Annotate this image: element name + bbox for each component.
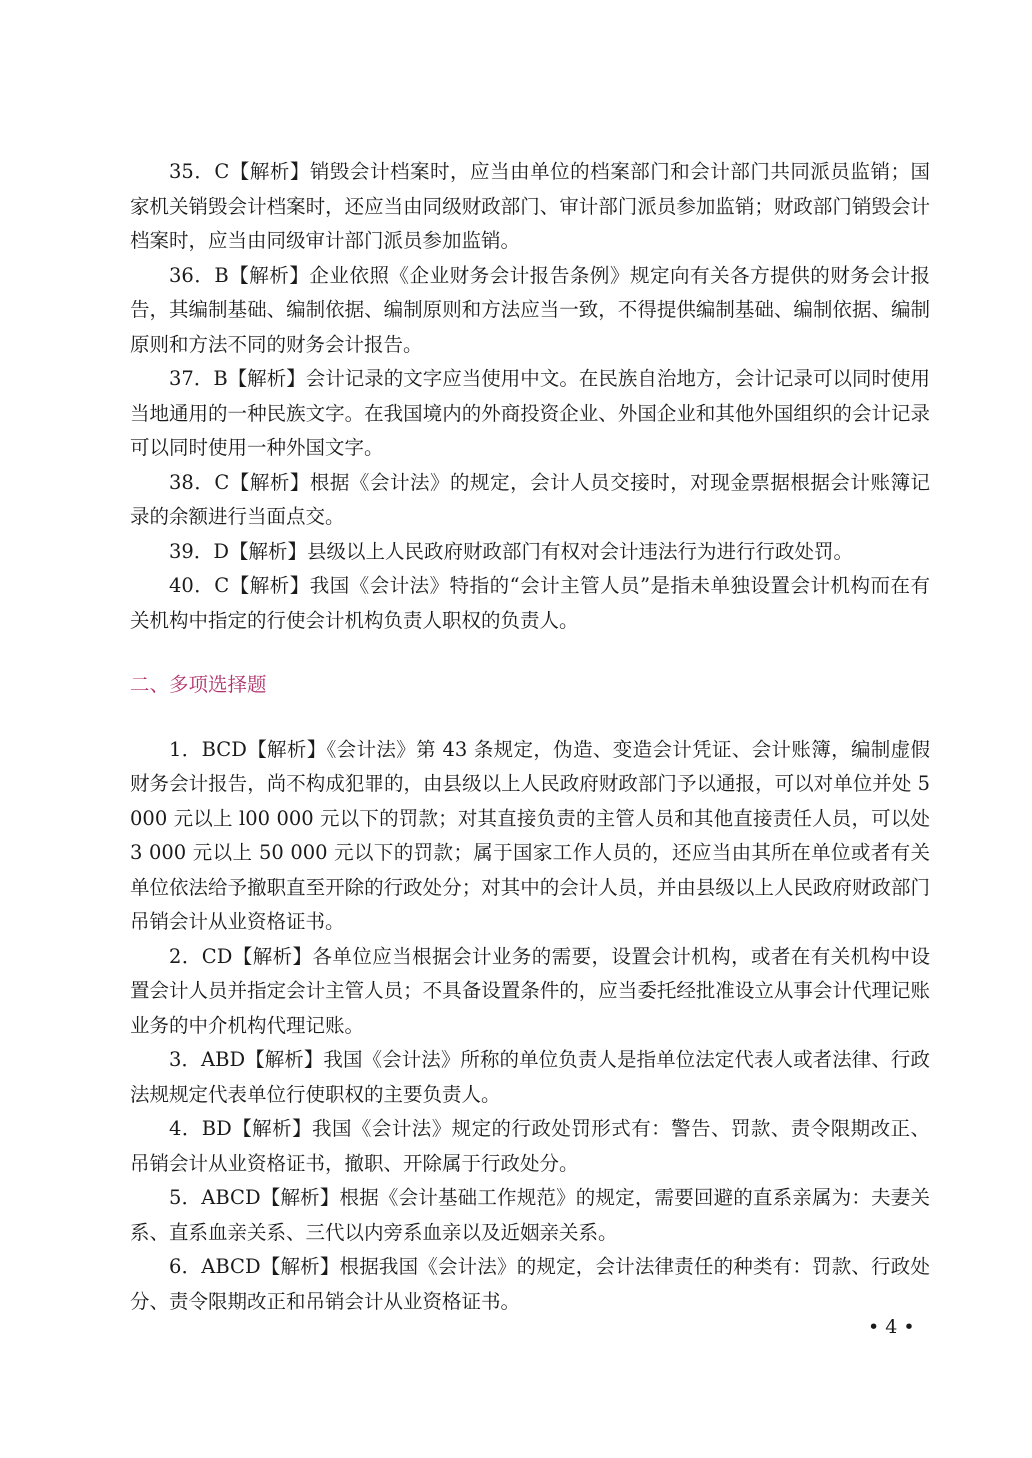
answer-mc-5: 5．ABCD【解析】根据《会计基础工作规范》的规定，需要回避的直系亲属为：夫妻关系、直系血亲关系、三代以内旁系血亲以及近姻亲关系。: [130, 1186, 930, 1244]
answer-mc-3: 3．ABD【解析】我国《会计法》所称的单位负责人是指单位法定代表人或者法律、行政法规规定代表单位行使职权的主要负责人。: [130, 1048, 930, 1106]
section-title-multiple-choice: 二、多项选择题: [130, 673, 267, 696]
answer-40: 40．C【解析】我国《会计法》特指的“会计主管人员”是指未单独设置会计机构而在有关机构中指定的行使会计机构负责人职权的负责人。: [130, 574, 930, 632]
answer-mc-1: 1．BCD【解析】《会计法》第 43 条规定，伪造、变造会计凭证、会计账簿，编制虚假财务会计报告，尚不构成犯罪的，由县级以上人民政府财政部门予以通报，可以对单位并处 5 000 元以上 l00 000 元以下的罚款；对其直接负责的主管人员和其他直接责任人员，可以处 3 000 元以上 50 000 元以下的罚款；属于国家工作人员的，还应当由其所在单位或者有关单位依法给予撤职直至开除的行政处分；对其中的会计人员，并由县级以上人民政府财政部门吊销会计从业资格证书。: [130, 737, 930, 933]
answer-mc-6: 6．ABCD【解析】根据我国《会计法》的规定，会计法律责任的种类有：罚款、行政处分、责令限期改正和吊销会计从业资格证书。: [130, 1255, 930, 1313]
answer-38: 38．C【解析】根据《会计法》的规定，会计人员交接时，对现金票据根据会计账簿记录的余额进行当面点交。: [130, 470, 930, 528]
answer-37: 37．B【解析】会计记录的文字应当使用中文。在民族自治地方，会计记录可以同时使用当地通用的一种民族文字。在我国境内的外商投资企业、外国企业和其他外国组织的会计记录可以同时使用一种外国文字。: [130, 367, 930, 459]
answer-36: 36．B【解析】企业依照《企业财务会计报告条例》规定向有关各方提供的财务会计报告，其编制基础、编制依据、编制原则和方法应当一致，不得提供编制基础、编制依据、编制原则和方法不同的财务会计报告。: [130, 263, 930, 356]
answer-35: 35．C【解析】销毁会计档案时，应当由单位的档案部门和会计部门共同派员监销；国家机关销毁会计档案时，还应当由同级财政部门、审计部门派员参加监销；财政部门销毁会计档案时，应当由同级审计部门派员参加监销。: [130, 160, 930, 252]
answer-mc-2: 2．CD【解析】各单位应当根据会计业务的需要，设置会计机构，或者在有关机构中设置会计人员并指定会计主管人员；不具备设置条件的，应当委托经批准设立从事会计代理记账业务的中介机构代理记账。: [130, 944, 930, 1037]
answer-mc-4: 4．BD【解析】我国《会计法》规定的行政处罚形式有：警告、罚款、责令限期改正、吊销会计从业资格证书，撤职、开除属于行政处分。: [130, 1117, 930, 1175]
page-content: [130, 155, 930, 1319]
answer-39: 39．D【解析】县级以上人民政府财政部门有权对会计违法行为进行行政处罚。: [169, 539, 853, 563]
page-number: • 4 •: [868, 1316, 915, 1338]
